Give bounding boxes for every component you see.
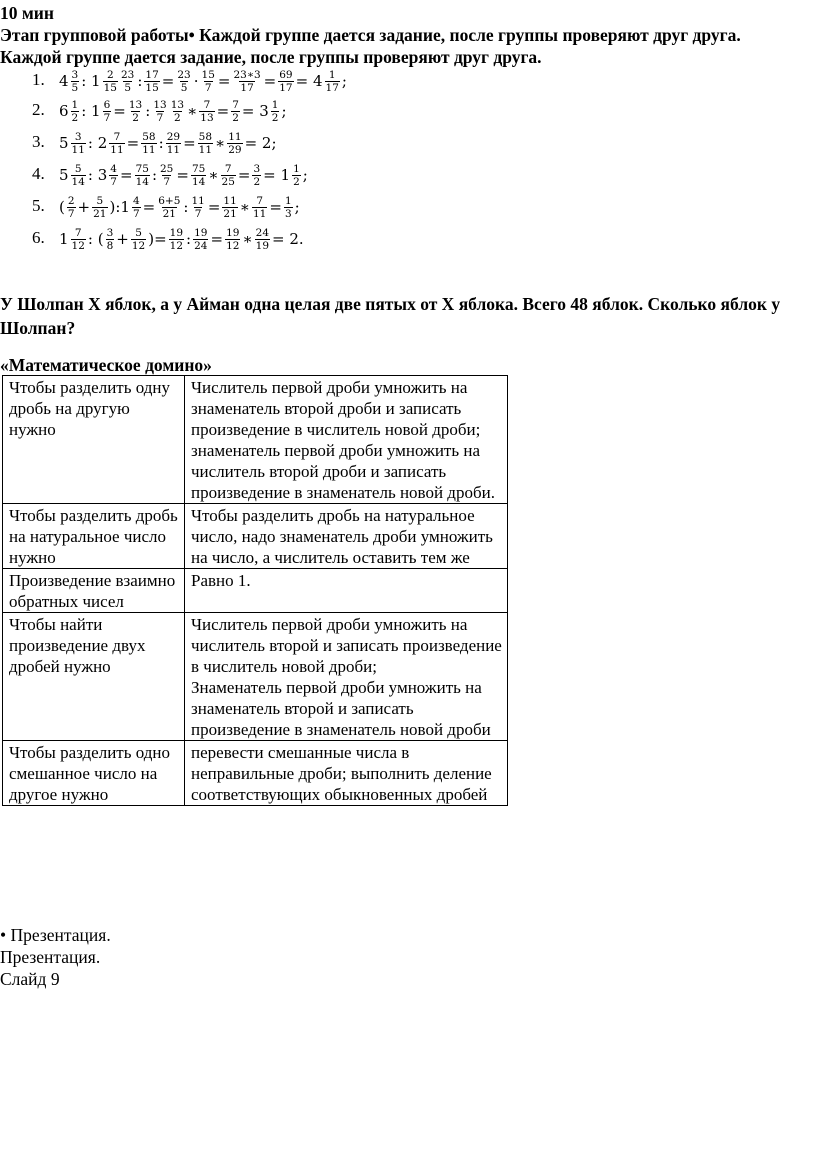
- fraction-numerator: 19: [226, 226, 240, 239]
- fraction-numerator: 1: [284, 194, 292, 207]
- math-operator: =: [126, 134, 140, 152]
- fraction: [135, 163, 150, 188]
- fraction-denominator: 5: [180, 81, 188, 94]
- fraction-numerator: 25: [160, 162, 174, 175]
- math-operator: ;: [302, 166, 308, 184]
- fraction-numerator: 3: [71, 68, 79, 81]
- fraction: [225, 227, 240, 252]
- fraction-denominator: 7: [204, 81, 212, 94]
- math-operator: =: [183, 134, 196, 152]
- math-operator: +: [116, 230, 129, 248]
- fraction: [176, 69, 191, 94]
- fraction-numerator: 3: [74, 130, 82, 143]
- math-operator: ∗: [242, 230, 253, 248]
- fraction-denominator: 11: [110, 143, 124, 156]
- domino-row: [3, 613, 508, 741]
- fraction: [325, 69, 340, 94]
- fraction-numerator: 11: [191, 194, 205, 207]
- task-number: 1.: [32, 70, 45, 89]
- stage-heading: Этап групповой работы• Каждой группе дается задание, после группы проверяют друг друга.: [0, 25, 741, 45]
- domino-answer-cell: перевести смешанные числа в неправильные дроби; выполнить деление соответствующих обыкновенных дробей: [185, 741, 508, 806]
- fraction-numerator: 6+5: [158, 194, 181, 207]
- fraction-denominator: 2: [271, 111, 279, 124]
- fraction: [231, 99, 240, 124]
- fraction-numerator: 1: [71, 98, 79, 111]
- domino-answer-cell: Чтобы разделить дробь на натуральное число, надо знаменатель дроби умножить на число, а числитель оставить тем же: [185, 504, 508, 569]
- fraction-denominator: 17: [325, 81, 339, 94]
- fraction: [227, 131, 242, 156]
- fraction-denominator: 13: [200, 111, 214, 124]
- fraction-denominator: 17: [279, 81, 293, 94]
- math-operator: :: [151, 166, 157, 184]
- fraction: [292, 163, 301, 188]
- fraction: [120, 69, 135, 94]
- math-operator: =: [269, 198, 282, 216]
- math-operator: ∗: [187, 102, 198, 120]
- math-operator: : 3: [87, 166, 108, 184]
- math-operator: :: [186, 230, 192, 248]
- fraction-numerator: 13: [170, 98, 185, 111]
- fraction-numerator: 2: [106, 68, 114, 81]
- task-number: 3.: [32, 132, 45, 151]
- fraction-denominator: 14: [135, 175, 149, 188]
- fraction-denominator: 29: [228, 143, 242, 156]
- fraction: [67, 195, 76, 220]
- domino-prompt-cell: Чтобы найти произведение двух дробей нужно: [3, 613, 185, 741]
- fraction-denominator: 11: [142, 143, 156, 156]
- math-operator: = 2.: [272, 230, 304, 248]
- whole-part: 6: [59, 102, 69, 120]
- fraction: [132, 195, 141, 220]
- fraction-numerator: 19: [194, 226, 208, 239]
- fraction: [128, 99, 143, 124]
- fraction: [255, 227, 270, 252]
- fraction: [106, 227, 115, 252]
- fraction-denominator: 2: [232, 111, 239, 124]
- fraction-numerator: 17: [145, 68, 159, 81]
- slide-number: Слайд 9: [0, 969, 60, 989]
- fraction-numerator: 4: [132, 194, 140, 207]
- fraction: [221, 163, 236, 188]
- fraction: [71, 131, 86, 156]
- fraction-denominator: 11: [252, 207, 267, 220]
- stage-heading-repeat: Каждой группе дается задание, после группы проверяют друг друга.: [0, 47, 542, 67]
- math-operator: = 4: [295, 72, 323, 90]
- fraction-numerator: 1: [271, 98, 279, 111]
- fraction-denominator: 5: [71, 81, 79, 94]
- fraction: [71, 227, 86, 252]
- fraction-denominator: 12: [131, 239, 146, 252]
- fraction-denominator: 15: [145, 81, 159, 94]
- fraction-numerator: 29: [166, 130, 181, 143]
- fraction-numerator: 7: [74, 226, 82, 239]
- fraction-denominator: 5: [124, 81, 132, 94]
- fraction-numerator: 15: [201, 68, 215, 81]
- math-operator: : 1: [81, 102, 101, 120]
- whole-part: 1: [59, 230, 69, 248]
- task-expression: [58, 94, 288, 128]
- math-operator: : 2: [87, 134, 108, 152]
- fraction: [131, 227, 146, 252]
- math-operator: )=: [148, 230, 167, 248]
- math-operator: = 2;: [244, 134, 277, 152]
- fraction: [152, 99, 167, 124]
- fraction-denominator: 11: [166, 143, 181, 156]
- domino-row: [3, 504, 508, 569]
- fraction: [71, 69, 80, 94]
- fraction-denominator: 25: [221, 175, 235, 188]
- fraction-denominator: 21: [93, 207, 107, 220]
- fraction-numerator: 5: [96, 194, 104, 207]
- domino-row: [3, 569, 508, 613]
- fraction-denominator: 3: [284, 207, 292, 220]
- fraction: [271, 99, 280, 124]
- fraction-denominator: 7: [156, 111, 164, 124]
- task-expression: [58, 64, 348, 98]
- fraction-denominator: 12: [169, 239, 184, 252]
- fraction: [278, 69, 293, 94]
- fraction-denominator: 7: [110, 175, 117, 188]
- math-operator: =: [210, 230, 224, 248]
- domino-title: «Математическое домино»: [0, 355, 212, 375]
- fraction-denominator: 14: [71, 175, 85, 188]
- fraction-denominator: 19: [255, 239, 270, 252]
- whole-part: 4: [59, 72, 69, 90]
- domino-answer-cell: Числитель первой дроби умножить на числитель второй и записать произведение в числитель новой дроби; Знаменатель первой дроби умножить на знаменатель второй и записать произведение в знаменатель новой дроби: [185, 613, 508, 741]
- fraction: [169, 227, 184, 252]
- fraction: [222, 195, 237, 220]
- task-expression: [58, 126, 278, 160]
- fraction-numerator: 7: [224, 162, 232, 175]
- fraction-denominator: 7: [194, 207, 202, 220]
- task-number: 6.: [32, 228, 45, 247]
- fraction-numerator: 4: [110, 162, 117, 175]
- fraction-numerator: 58: [198, 130, 213, 143]
- math-operator: : 1: [81, 72, 101, 90]
- fraction: [191, 163, 206, 188]
- fraction: [92, 195, 107, 220]
- fraction-denominator: 7: [67, 207, 75, 220]
- fraction-numerator: 5: [135, 226, 142, 239]
- math-operator: =: [113, 102, 126, 120]
- whole-part: 5: [59, 166, 69, 184]
- fraction-denominator: 12: [226, 239, 240, 252]
- fraction-numerator: 1: [293, 162, 300, 175]
- domino-prompt-cell: Чтобы разделить одно смешанное число на другое нужно: [3, 741, 185, 806]
- fraction-denominator: 7: [132, 207, 140, 220]
- task-expression: [58, 222, 305, 256]
- fraction: [166, 131, 181, 156]
- math-operator: ∗: [208, 166, 219, 184]
- fraction-numerator: 3: [253, 162, 261, 175]
- fraction-numerator: 7: [232, 98, 239, 111]
- fraction: [141, 131, 156, 156]
- math-operator: =: [176, 166, 189, 184]
- math-operator: =: [161, 72, 175, 90]
- fraction-denominator: 21: [162, 207, 176, 220]
- domino-answer-cell: Равно 1.: [185, 569, 508, 613]
- fraction-numerator: 58: [142, 130, 156, 143]
- fraction: [252, 195, 267, 220]
- fraction: [190, 195, 205, 220]
- presentation-bullet: • Презентация.: [0, 925, 111, 945]
- math-operator: =: [119, 166, 133, 184]
- fraction-numerator: 69: [279, 68, 293, 81]
- math-operator: : (: [87, 230, 104, 248]
- fraction-numerator: 7: [256, 194, 264, 207]
- fraction-numerator: 75: [191, 162, 206, 175]
- domino-prompt-cell: Чтобы разделить одну дробь на другую нужно: [3, 376, 185, 504]
- math-operator: = 1: [263, 166, 291, 184]
- fraction-denominator: 2: [293, 175, 300, 188]
- fraction: [144, 69, 159, 94]
- domino-row: [3, 741, 508, 806]
- fraction-denominator: 21: [223, 207, 237, 220]
- math-operator: =: [237, 166, 251, 184]
- domino-prompt-cell: Чтобы разделить дробь на натуральное число нужно: [3, 504, 185, 569]
- fraction: [71, 99, 80, 124]
- time-label: 10 мин: [0, 3, 54, 23]
- fraction-numerator: 11: [228, 130, 242, 143]
- fraction-numerator: 23: [177, 68, 191, 81]
- fraction-numerator: 2: [67, 194, 75, 207]
- fraction-numerator: 6: [103, 98, 111, 111]
- fraction: [71, 163, 86, 188]
- math-operator: = 3: [241, 102, 269, 120]
- fraction-denominator: 12: [71, 239, 85, 252]
- math-operator: ·: [193, 72, 199, 90]
- fraction-numerator: 7: [113, 130, 121, 143]
- fraction: [109, 131, 124, 156]
- fraction-denominator: 2: [253, 175, 261, 188]
- math-operator: ∗: [215, 134, 226, 152]
- fraction-numerator: 23: [120, 68, 135, 81]
- math-operator: ):1: [109, 198, 130, 216]
- math-operator: ;: [294, 198, 300, 216]
- math-operator: =: [142, 198, 156, 216]
- math-operator: ;: [341, 72, 347, 90]
- math-operator: :: [158, 134, 164, 152]
- fraction-denominator: 2: [174, 111, 181, 124]
- math-operator: (: [59, 198, 65, 216]
- math-operator: =: [216, 102, 230, 120]
- domino-table: [2, 375, 508, 806]
- task-expression: [58, 158, 309, 192]
- word-problem: У Шолпан Х яблок, а у Айман одна целая две пятых от Х яблока. Всего 48 яблок. Сколько яблок у Шолпан?: [0, 294, 781, 338]
- math-operator: =: [217, 72, 231, 90]
- math-operator: ∗: [239, 198, 250, 216]
- fraction: [193, 227, 208, 252]
- fraction: [157, 195, 181, 220]
- math-operator: +: [77, 198, 91, 216]
- presentation-label: Презентация.: [0, 947, 101, 967]
- fraction-numerator: 13: [153, 98, 167, 111]
- task-number: 4.: [32, 164, 45, 183]
- fraction-denominator: 2: [132, 111, 139, 124]
- fraction-denominator: 2: [71, 111, 79, 124]
- fraction-denominator: 11: [198, 143, 213, 156]
- fraction-numerator: 23∗3: [233, 68, 261, 81]
- fraction-denominator: 14: [191, 175, 206, 188]
- fraction-numerator: 5: [74, 162, 82, 175]
- domino-row: [3, 376, 508, 504]
- math-operator: :: [183, 198, 189, 216]
- task-number: 5.: [32, 196, 45, 215]
- fraction-numerator: 3: [106, 226, 114, 239]
- fraction: [159, 163, 174, 188]
- fraction: [103, 69, 118, 94]
- fraction: [252, 163, 261, 188]
- fraction-denominator: 15: [103, 81, 117, 94]
- fraction-denominator: 24: [194, 239, 208, 252]
- fraction-denominator: 7: [163, 175, 171, 188]
- fraction: [198, 131, 213, 156]
- fraction: [109, 163, 118, 188]
- math-operator: :: [145, 102, 151, 120]
- domino-prompt-cell: Произведение взаимно обратных чисел: [3, 569, 185, 613]
- fraction-numerator: 19: [169, 226, 184, 239]
- task-number: 2.: [32, 100, 45, 119]
- fraction: [232, 69, 261, 94]
- fraction-denominator: 8: [106, 239, 114, 252]
- fraction-numerator: 1: [328, 68, 336, 81]
- fraction: [170, 99, 185, 124]
- fraction-numerator: 75: [135, 162, 149, 175]
- fraction-denominator: 7: [103, 111, 111, 124]
- fraction-numerator: 24: [255, 226, 270, 239]
- math-operator: =: [207, 198, 221, 216]
- fraction-denominator: 17: [240, 81, 254, 94]
- domino-answer-cell: Числитель первой дроби умножить на знаменатель второй дроби и записать произведение в числитель новой дроби; знаменатель первой дроби умножить на числитель второй дроби и записать произведение в знаменатель новой дроби.: [185, 376, 508, 504]
- math-operator: :: [137, 72, 143, 90]
- fraction-denominator: 11: [71, 143, 85, 156]
- fraction: [201, 69, 216, 94]
- math-operator: ;: [281, 102, 287, 120]
- fraction-numerator: 7: [203, 98, 211, 111]
- math-operator: =: [263, 72, 277, 90]
- task-expression: [58, 190, 301, 224]
- fraction: [284, 195, 293, 220]
- whole-part: 5: [59, 134, 69, 152]
- fraction: [103, 99, 112, 124]
- fraction-numerator: 13: [128, 98, 143, 111]
- fraction-numerator: 11: [223, 194, 237, 207]
- fraction: [199, 99, 214, 124]
